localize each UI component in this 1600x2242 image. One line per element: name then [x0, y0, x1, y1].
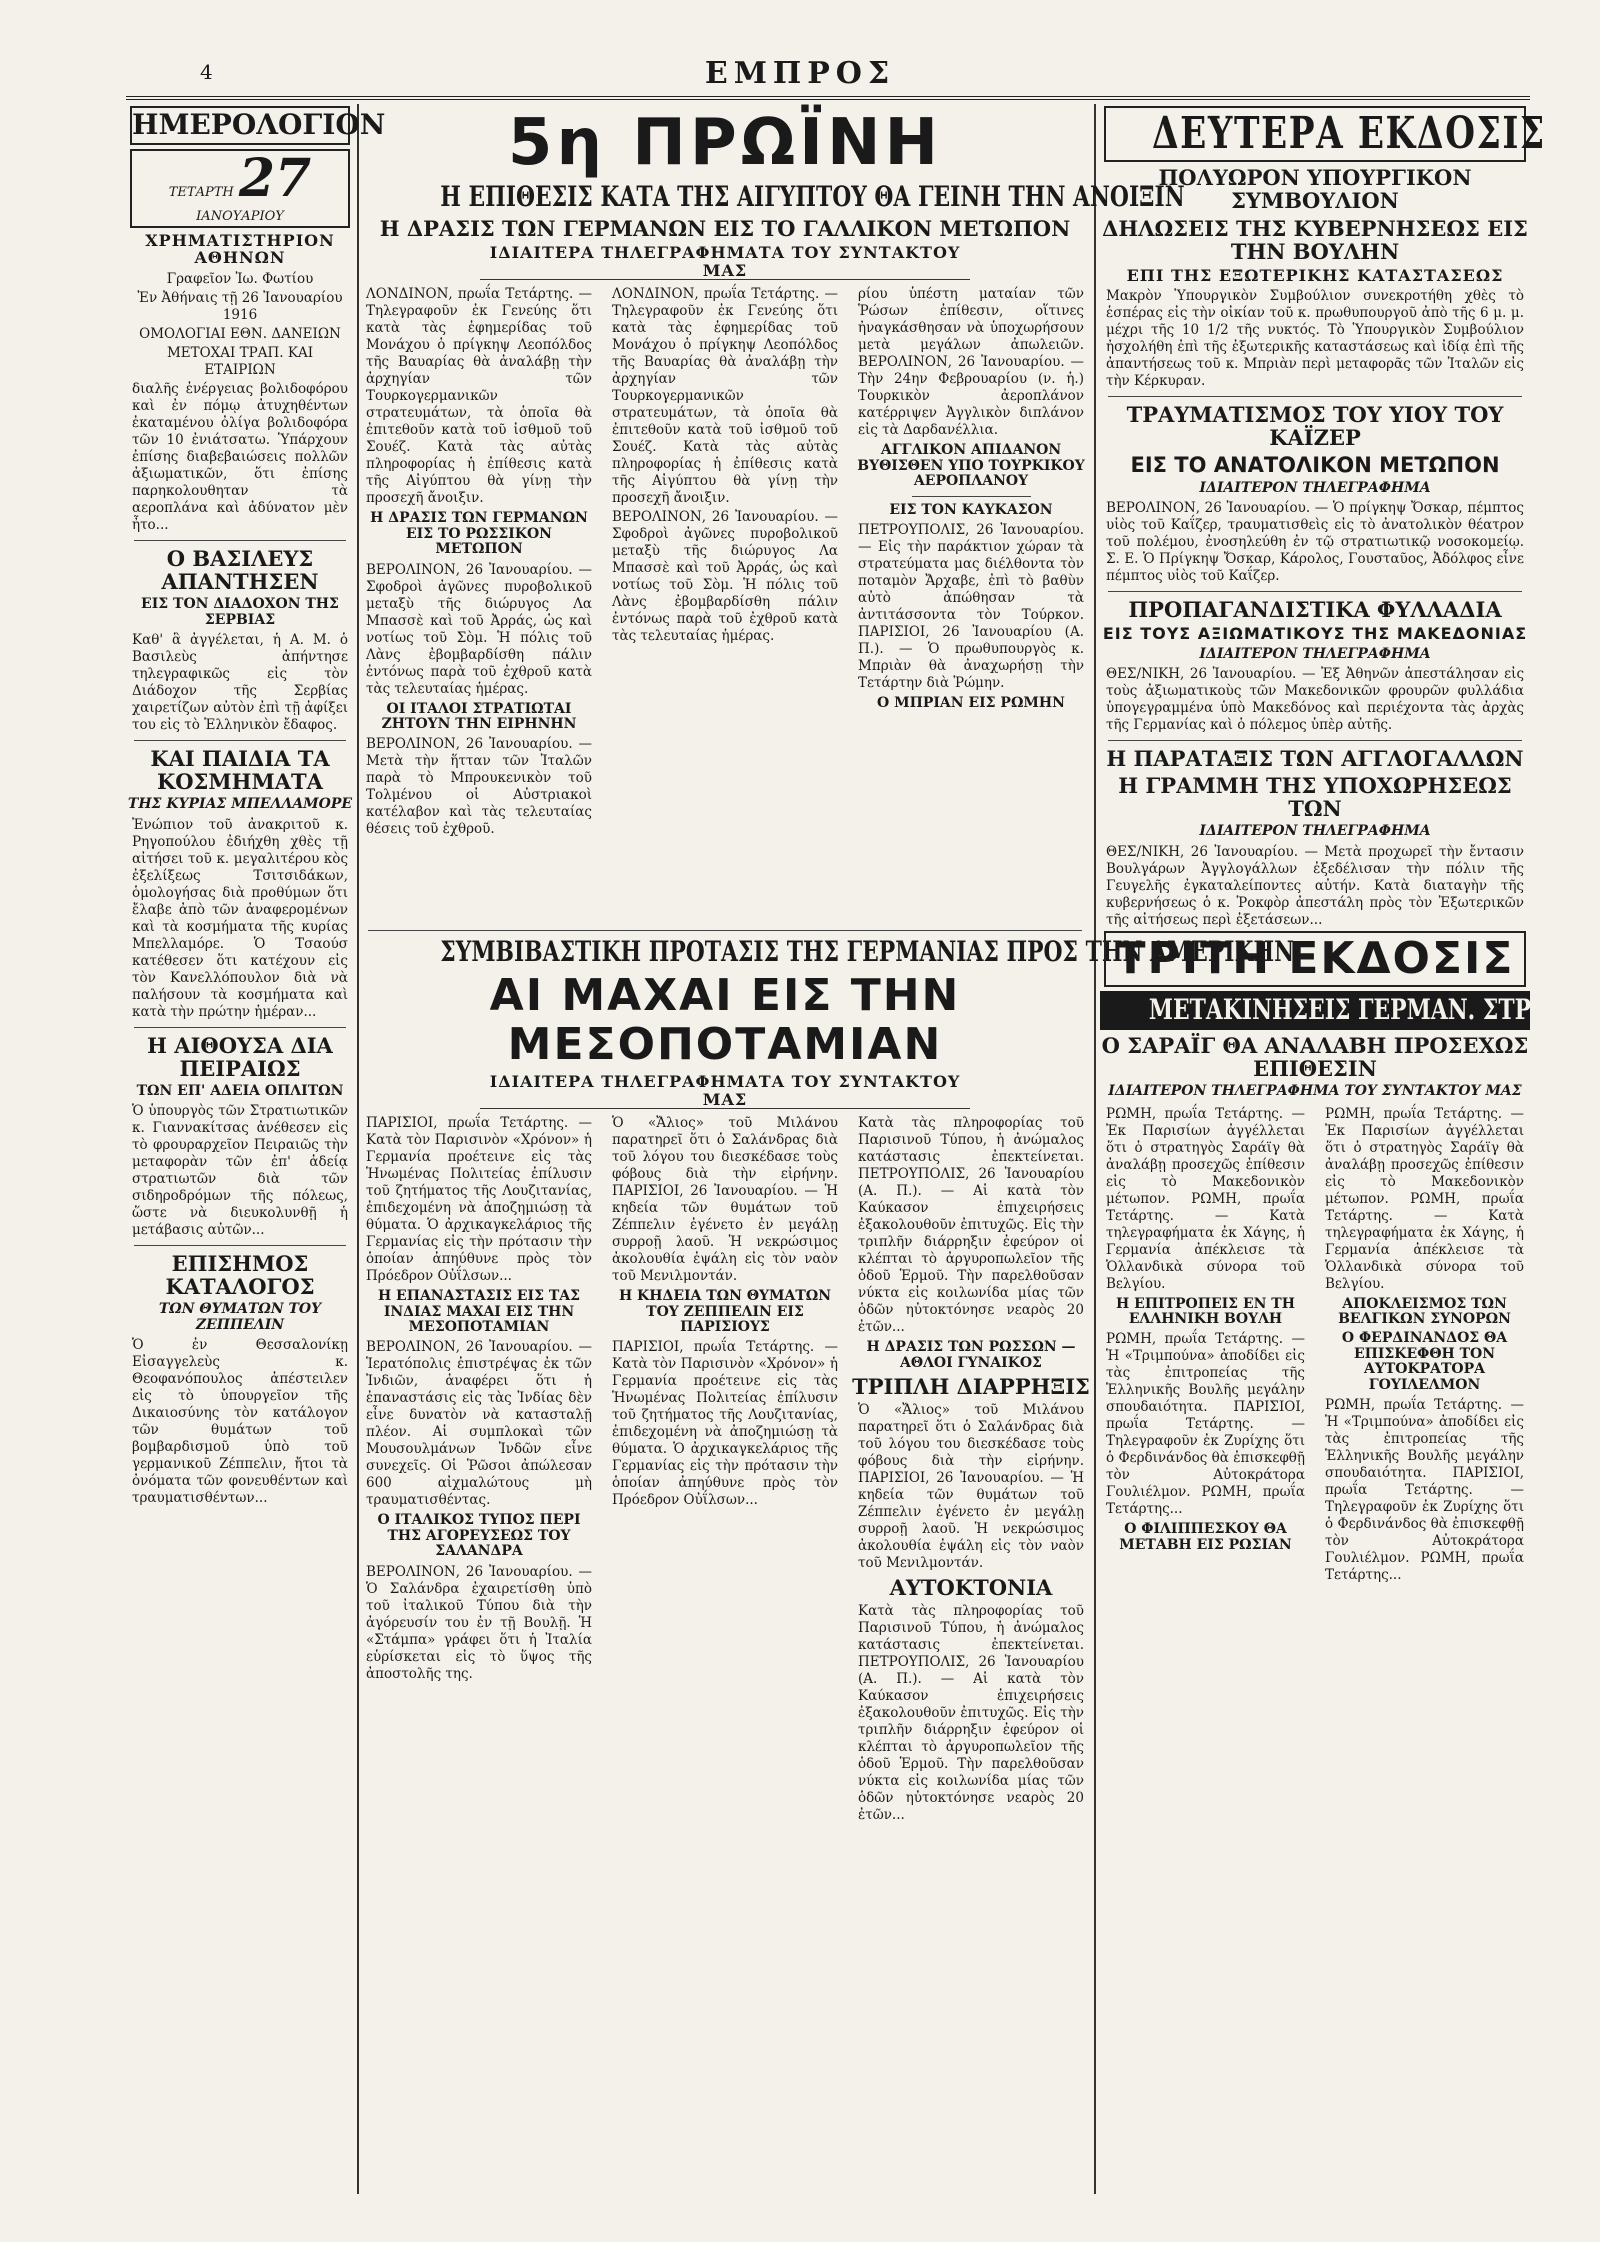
article-body: ΠΕΤΡΟΥΠΟΛΙΣ, 26 Ἰανουαρίου. — Εἰς τὴν παράκτιον χώραν τὰ στρατεύματα μας διέλθοντα τὸν ποταμὸν Ἄρχαβε, ἐπὶ τὸ βαθὺν αὐτὸ ἀπώθησαν τὰ ἀντιτάσσοντα τὸν Τούρκον. ΠΑΡΙΣΙΟΙ, 26 Ἰανουαρίου (Α. Π.). — Ὁ πρωθυπουργὸς κ. Μπριὰν θὰ ἀναχωρήσῃ τὴν Τετάρτην διὰ Ῥώμην.	[858, 522, 1084, 692]
article-body: Καθ' ἃ ἀγγέλεται, ἡ Α. Μ. ὁ Βασιλεὺς ἀπήντησε τηλεγραφικῶς εἰς τὸν Διάδοχον τῆς Σερβίας χαιρετίζων αὐτὸν ἐπὶ τῇ ἀφίξει του εἰς τὸ Ἑλληνικὸν ἔδαφος.	[132, 631, 348, 733]
subhead-press: Ο ΙΤΑΛΙΚΟΣ ΤΥΠΟΣ ΠΕΡΙ ΤΗΣ ΑΓΟΡΕΥΣΕΩΣ ΤΟΥ ΣΑΛΑΝΔΡΑ	[377, 1512, 581, 1560]
text-column	[1100, 1104, 1311, 1586]
article-body: Ὁ ἐν Θεσσαλονίκῃ Εἰσαγγελεὺς κ. Θεοφανόπουλος ἀπέστειλεν εἰς τὸ ὑπουργεῖον τῆς Δικαιοσύνης τὸν κατάλογον τῶν θυμάτων τοῦ βομβαρδισμοῦ ὑπὸ τοῦ γερμανικοῦ Ζέππελιν, ἤτοι τὰ ὀνόματα τῶν φονευθέντων καὶ τραυματισθέντων...	[132, 1337, 348, 1507]
article-body: Ὁ «Ἄλιος» τοῦ Μιλάνου παρατηρεῖ ὅτι ὁ Σαλάνδρας διὰ τοῦ λόγου του διεσκέδασε τοὺς φόβους διὰ τὴν εἰρήνην. ΠΑΡΙΣΙΟΙ, 26 Ἰανουαρίου. — Ἡ κηδεία τῶν θυμάτων τοῦ Ζέππελιν ἐγένετο ἐν μεγάλῃ συρροῇ λαοῦ. Ἡ νεκρώσιμος ἀκολουθία ἐψάλη εἰς τὸν ναὸν τοῦ Μενιλμοντάν.	[612, 1115, 838, 1285]
subhead-arrest: Η ΔΡΑΣΙΣ ΤΩΝ ΡΩΣΣΩΝ — ΑΘΛΟΙ ΓΥΝΑΙΚΟΣ	[866, 1339, 1076, 1371]
main-subhead: Η ΔΡΑΣΙΣ ΤΩΝ ΓΕΡΜΑΝΩΝ ΕΙΣ ΤΟ ΓΑΛΛΙΚΟΝ ΜΕΤΩΠΟΝ	[379, 216, 1071, 242]
article-body: ΒΕΡΟΛΙΝΟΝ, 26 Ἰανουαρίου. — Σφοδροὶ ἀγῶνες πυροβολικοῦ μεταξὺ τῆς διώρυγος Λα Μπασσὲ καὶ τοῦ Ἀρράς, ὡς καὶ νοτίως τοῦ Σὸμ. Ἡ πόλις τοῦ Λὰνς ἐβομβαρδίσθη πάλιν ἐντόνως παρὰ τοῦ ἐχθροῦ κατὰ τὰς τελευταίας ἡμέρας.	[612, 509, 838, 645]
day-number: 27	[238, 147, 312, 209]
column-rule-1	[357, 104, 359, 2194]
second-subhead: ΑΙ ΜΑΧΑΙ ΕΙΣ ΤΗΝ ΜΕΣΟΠΟΤΑΜΙΑΝ	[489, 970, 961, 1070]
bulletin-line: Γραφεῖον Ἰω. Φωτίου	[166, 270, 314, 287]
subhead-piraeus: ΤΩΝ ΕΠ' ΑΔΕΙΑ ΟΠΛΙΤΩΝ	[136, 1082, 344, 1099]
left-column	[126, 104, 386, 2194]
divider	[912, 496, 1031, 497]
divider	[1108, 740, 1522, 741]
masthead-rule	[126, 96, 1530, 100]
private-telegram-label: ΙΔΙΑΙΤΕΡΟΝ ΤΗΛΕΓΡΑΦΗΜΑ	[1199, 479, 1431, 496]
article-body: Κατὰ τὰς πληροφορίας τοῦ Παρισινοῦ Τύπου, ἡ ἀνώμαλος κατάστασις ἐπεκτείνεται. ΠΕΤΡΟΥΠΟΛΙΣ, 26 Ἰανουαρίου (Α. Π.). — Αἱ κατὰ τὸν Καύκασον ἐπιχειρήσεις ἐξακολουθοῦν ἐπιτυχῶς. Εἰς τὴν τριπλῆν διάρρηξιν ἐφεύρον οἱ κλέπται τὸ ἀργυροπωλεῖον τῆς ὁδοῦ Ἑρμοῦ. Τὴν παρελθοῦσαν νύκτα εἰς κοιλωνίδα μίας τῶν ὁδῶν ηὐτοκτόνησε νεαρὸς 20 ἐτῶν...	[858, 1603, 1084, 1824]
subhead-leaflets: ΕΙΣ ΤΟΥΣ ΑΞΙΩΜΑΤΙΚΟΥΣ ΤΗΣ ΜΑΚΕΔΟΝΙΑΣ	[1102, 624, 1528, 644]
divider	[368, 930, 1082, 931]
calendar-title: ΗΜΕΡΟΛΟΓΙΟΝ	[130, 106, 350, 145]
month-name: ΙΑΝΟΥΑΡΙΟΥ	[196, 208, 284, 224]
article-body: ΒΕΡΟΛΙΝΟΝ, 26 Ἰανουαρίου. — Ἱερατόπολις ἐπιστρέψας ἐκ τῶν Ἰνδιῶν, ἀναφέρει ὅτι ἡ ἐπαναστάσις εἰς τὰς Ἰνδίας δὲν εἶνε δυνατὸν νὰ κατασταλῇ πλέον. Αἱ συμπλοκαὶ τῶν Μουσουλμάνων Ἰνδῶν εἶνε συνεχεῖς. Οἱ Ῥῶσοι ἀπώλεσαν 600 αἰχμαλώτους μὴ τραυματισθέντας.	[366, 1339, 592, 1509]
telegrams-label-2: ΙΔΙΑΙΤΕΡΑ ΤΗΛΕΓΡΑΦΗΜΑΤΑ ΤΟΥ ΣΥΝΤΑΚΤΟΥ ΜΑΣ	[480, 1073, 970, 1109]
article-body: ρίου ὑπέστη ματαίαν τῶν Ῥώσων ἐπίθεσιν, οἵτινες ἠναγκάσθησαν νὰ ὑποχωρήσουν μετὰ μεγάλων ἀπωλειῶν. ΒΕΡΟΛΙΝΟΝ, 26 Ἰανουαρίου. — Τὴν 24ην Φεβρουαρίου (ν. ἡ.) Τουρκικὸν ἀεροπλάνον κατέρριψεν Ἀγγλικὸν διπλάνον εἰς τὰ Δαρδανέλλια.	[858, 286, 1084, 439]
bulletin-line: ΜΕΤΟΧΑΙ ΤΡΑΠ. ΚΑΙ ΕΤΑΙΡΙΩΝ	[166, 344, 314, 378]
text-column	[606, 284, 844, 924]
article-body: ΒΕΡΟΛΙΝΟΝ, 26 Ἰανουαρίου. — Σφοδροὶ ἀγῶνες πυροβολικοῦ μεταξὺ τῆς διώρυγος Λα Μπασσὲ καὶ τοῦ Ἀρράς, ὡς καὶ νοτίως τοῦ Σὸμ. Ἡ πόλις τοῦ Λὰνς ἐβομβαρδίσθη πάλιν ἐντόνως παρὰ τοῦ ἐχθροῦ κατὰ τὰς τελευταίας ἡμέρας.	[366, 561, 592, 697]
subhead-committees: Η ΕΠΙΤΡΟΠΕΙΣ ΕΝ ΤΗ ΕΛΛΗΝΙΚΗ ΒΟΥΛΗ	[1116, 1295, 1295, 1327]
second-headline	[360, 935, 1295, 969]
divider	[134, 740, 346, 741]
divider	[1108, 396, 1522, 397]
subhead-belgian: ΑΠΟΚΛΕΙΣΜΟΣ ΤΩΝ ΒΕΛΓΙΚΩΝ ΣΥΝΟΡΩΝ	[1338, 1295, 1511, 1327]
text-column	[1319, 1104, 1530, 1586]
main-headline	[360, 180, 1185, 214]
second-edition-text: ΔΕΥΤΕΡΑ ΕΚΔΟΣΙΣ	[1151, 108, 1546, 159]
article-body: διαλῆς ἐνέργειας βολιδοφόρου καὶ ἐν πόμῳ ἀτυχηθέντων ἐκαταμένου ὀλίγα βολιδοφόρα τῶν 10 ἐνιάτσατω. Ὑπάρχουν ἐπίσης διαβεβαιώσεις πολλῶν ἀξιωματικῶν, ὅτι ἐπίσης παρηκολουθηταν τὰ αεροπλάνα καὶ ἀδύνατον μὲν ἦτο...	[132, 380, 348, 533]
article-body: ΛΟΝΔΙΝΟΝ, πρωΐα Τετάρτης. — Τηλεγραφοῦν ἐκ Γενεύης ὅτι κατὰ τὰς ἐφημερίδας τοῦ Μονάχου ὁ πρίγκηψ Λεοπόλδος τῆς Βαυαρίας θὰ ἀναλάβῃ τὴν ἀρχηγίαν τῶν Τουρκογερμανικῶν στρατευμάτων, τὰ ὁποῖα θὰ ἐπιτεθοῦν κατὰ τοῦ ἰσθμοῦ τοῦ Σουέζ. Κατὰ τὰς αὐτὰς πληροφορίας ἡ ἐπίθεσις κατὰ τῆς Αἰγύπτου θὰ γίνῃ τὴν προσεχῆ ἄνοιξιν.	[612, 286, 838, 507]
headline-children: ΚΑΙ ΠΑΙΔΙΑ ΤΑ ΚΟΣΜΗΜΑΤΑ	[150, 745, 330, 795]
day-name: ΤΕΤΑΡΤΗ	[168, 184, 234, 200]
article-body: ΛΟΝΔΙΝΟΝ, πρωΐα Τετάρτης. — Τηλεγραφοῦν ἐκ Γενεύης ὅτι κατὰ τὰς ἐφημερίδας τοῦ Μονάχου ὁ πρίγκηψ Λεοπόλδος τῆς Βαυαρίας θὰ ἀναλάβῃ τὴν ἀρχηγίαν τῶν Τουρκογερμανικῶν στρατευμάτων, τὰ ὁποῖα θὰ ἐπιτεθοῦν κατὰ τοῦ ἰσθμοῦ τοῦ Σουέζ. Κατὰ τὰς αὐτὰς πληροφορίας ἡ ἐπίθεσις κατὰ τῆς Αἰγύπτου θὰ γίνῃ τὴν προσεχῆ ἄνοιξιν.	[366, 286, 592, 507]
subhead-ferdinand: Ο ΦΕΡΔΙΝΑΝΔΟΣ ΘΑ ΕΠΙΣΚΕΦΘΗ ΤΟΝ ΑΥΤΟΚΡΑΤΟΡΑ ΓΟΥΙΛΕΛΜΟΝ	[1341, 1330, 1508, 1393]
page-number: 4	[200, 60, 213, 84]
subhead-caucasus: ΕΙΣ ΤΟΝ ΚΑΥΚΑΣΟΝ	[889, 501, 1053, 518]
article-body: ΒΕΡΟΛΙΝΟΝ, 26 Ἰανουαρίου. — Μετὰ τὴν ἥτταν τῶν Ἰταλῶν παρὰ τὸ Μπρουκενικὸν τοῦ Τολμένου οἱ Αὐστριακοὶ κατέλαβον καὶ τὰς τελευταίας θέσεις τοῦ ἐχθροῦ.	[366, 736, 592, 838]
article-body: ΒΕΡΟΛΙΝΟΝ, 26 Ἰανουαρίου. — Ὁ Σαλάνδρα ἐχαιρετίσθη ὑπὸ τοῦ ἰταλικοῦ Τύπου διὰ τὴν ἀγόρευσίν του ἐν τῇ Βουλῇ. Ἡ «Στάμπα» γράφει ὅτι ἡ Ἰταλία εὑρίσκεται εἰς τὸ ὕψος τῆς ἀποστολῆς της.	[366, 1563, 592, 1682]
headline-moves-text: ΜΕΤΑΚΙΝΗΣΕΙΣ ΓΕΡΜΑΝ. ΣΤΡΑΤΟΥ	[1148, 993, 1599, 1027]
text-column	[852, 1113, 1090, 1873]
bulletin-line: ΟΜΟΛΟΓΙΑΙ ΕΘΝ. ΔΑΝΕΙΩΝ	[139, 325, 341, 342]
headline-declarations: ΔΗΛΩΣΕΙΣ ΤΗΣ ΚΥΒΕΡΝΗΣΕΩΣ ΕΙΣ ΤΗΝ ΒΟΥΛΗΝ	[1102, 215, 1528, 264]
divider	[134, 1245, 346, 1246]
edition-title: 5η ΠΡΩΪΝΗ	[507, 106, 943, 180]
article-body: Ὁ ὑπουργὸς τῶν Στρατιωτικῶν κ. Γιαννακίτσας ἀνέθεσεν εἰς τὸ φρουραρχεῖον Πειραιῶς τὴν μεταφορὰν τῶν ἐπ' ἀδείᾳ στρατιωτῶν διὰ τῶν σιδηροδρόμων τῆς πόλεως, ὥστε νὰ διευκολυνθῇ ἡ μετάβασις αὐτῶν...	[132, 1103, 348, 1239]
article-body: ΡΩΜΗ, πρωΐα Τετάρτης. — Ἡ «Τριμπούνα» ἀποδίδει εἰς τὰς ἐπιτροπείας τῆς Ἑλληνικῆς Βουλῆς μεγάλην σπουδαιότητα. ΠΑΡΙΣΙΟΙ, πρωΐα Τετάρτης. — Τηλεγραφοῦν ἐκ Ζυρίχης ὅτι ὁ Φερδινάνδος θὰ ἐπισκεφθῇ τὸν Αὐτοκράτορα Γουλιέλμον. ΡΩΜΗ, πρωΐα Τετάρτης...	[1325, 1396, 1524, 1583]
top-article-columns	[360, 284, 1090, 924]
headline-cabinet: ΠΟΛΥΩΡΟΝ ΥΠΟΥΡΓΙΚΟΝ ΣΥΜΒΟΥΛΙΟΝ	[1158, 165, 1472, 214]
subhead-india: Η ΕΠΑΝΑΣΤΑΣΙΣ ΕΙΣ ΤΑΣ ΙΝΔΙΑΣ ΜΑΧΑΙ ΕΙΣ ΤΗΝ ΜΕΣΟΠΟΤΑΜΙΑΝ	[377, 1288, 581, 1336]
headline-lines: Η ΠΑΡΑΤΑΞΙΣ ΤΩΝ ΑΓΓΛΟΓΑΛΛΩΝ	[1106, 746, 1524, 772]
headline-piraeus: Η ΑΙΘΟΥΣΑ ΔΙΑ ΠΕΙΡΑΙΩΣ	[147, 1032, 333, 1081]
article-body: ΡΩΜΗ, πρωΐα Τετάρτης. — Ἐκ Παρισίων ἀγγέλλεται ὅτι ὁ στρατηγὸς Σαράϊγ θὰ ἀναλάβῃ προσεχῶς ἐπίθεσιν εἰς τὸ Μακεδονικὸν μέτωπον. ΡΩΜΗ, πρωΐα Τετάρτης. — Κατὰ τηλεγραφήματα ἐκ Χάγης, ἡ Γερμανία ἀπέκλεισε τὰ Ὁλλανδικὰ σύνορα τοῦ Βελγίου.	[1325, 1105, 1524, 1292]
headline-moves	[1100, 991, 1599, 1030]
subhead-aircraft: ΑΓΓΛΙΚΟΝ ΑΠΙΔΑΝΟΝ ΒΥΘΙΣΘΕΝ ΥΠΟ ΤΟΥΡΚΙΚΟΥ ΑΕΡΟΠΛΑΝΟΥ	[857, 442, 1085, 490]
article-body: ΠΑΡΙΣΙΟΙ, πρωΐα Τετάρτης. — Κατὰ τὸν Παρισινὸν «Χρόνον» ἡ Γερμανία προέτεινε εἰς τὰς Ἡνωμένας Πολιτείας ἐπίλυσιν τοῦ ζητήματος τῆς Λουζιτανίας, ἐπιδεχομένη νὰ ἀποζημιώσῃ τὰ θύματα. Ὁ ἀρχικαγκελάριος τῆς Γερμανίας εἰς τὴν πρότασιν τὴν ὁποίαν ἀπηύθυνε πρὸς τὸν Πρόεδρον Οὐΐλσων...	[612, 1339, 838, 1509]
main-headline-text: Η ΕΠΙΘΕΣΙΣ ΚΑΤΑ ΤΗΣ ΑΙΓΥΠΤΟΥ ΘΑ ΓΕΙΝΗ ΤΗΝ ΑΝΟΙΞΙΝ	[440, 180, 1185, 214]
article-body: Ὁ «Ἄλιος» τοῦ Μιλάνου παρατηρεῖ ὅτι ὁ Σαλάνδρας διὰ τοῦ λόγου του διεσκέδασε τοὺς φόβους διὰ τὴν εἰρήνην. ΠΑΡΙΣΙΟΙ, 26 Ἰανουαρίου. — Ἡ κηδεία τῶν θυμάτων τοῦ Ζέππελιν ἐγένετο ἐν μεγάλῃ συρροῇ λαοῦ. Ἡ νεκρώσιμος ἀκολουθία ἐψάλη εἰς τὸν ναὸν τοῦ Μενιλμοντάν.	[858, 1402, 1084, 1572]
article-body: ΠΑΡΙΣΙΟΙ, πρωΐα Τετάρτης. — Κατὰ τὸν Παρισινὸν «Χρόνον» ἡ Γερμανία προέτεινε εἰς τὰς Ἡνωμένας Πολιτείας ἐπίλυσιν τοῦ ζητήματος τῆς Λουζιτανίας, ἐπιδεχομένη νὰ ἀποζημιώσῃ τὰ θύματα. Ὁ ἀρχικαγκελάριος τῆς Γερμανίας εἰς τὴν πρότασιν τὴν ὁποίαν ἀπηύθυνε πρὸς τὸν Πρόεδρον Οὐΐλσων...	[366, 1115, 592, 1285]
headline-leaflets: ΠΡΟΠΑΓΑΝΔΙΣΤΙΚΑ ΦΥΛΛΑΔΙΑ	[1128, 597, 1502, 623]
article-body: ΒΕΡΟΛΙΝΟΝ, 26 Ἰανουαρίου. — Ὁ πρίγκηψ Ὄσκαρ, πέμπτος υἱὸς τοῦ Καΐζερ, τραυματισθεὶς εἰς τὸ ἀνατολικὸν θέατρον τοῦ πολέμου, ἐνοσηλεύθη ἐν τῷ στρατιωτικῷ νοσοκομείῳ. Σ. Ε. Ὁ Πρίγκηψ Ὄσκαρ, Κάρολος, Γουσταῦος, Ἀδόλφος εἶνε πέμπτος υἱὸς τοῦ Καΐζερ.	[1106, 500, 1524, 585]
right-bottom-columns	[1100, 1104, 1530, 1586]
text-column	[606, 1113, 844, 1873]
calendar-date-box	[130, 149, 350, 228]
subhead-funeral: Η ΚΗΔΕΙΑ ΤΩΝ ΘΥΜΑΤΩΝ ΤΟΥ ΖΕΠΠΕΛΙΝ ΕΙΣ ΠΑΡΙΣΙΟΥΣ	[618, 1288, 832, 1336]
subhead-external: ΕΠΙ ΤΗΣ ΕΞΩΤΕΡΙΚΗΣ ΚΑΤΑΣΤΑΣΕΩΣ	[1126, 265, 1504, 285]
telegrams-label: ΙΔΙΑΙΤΕΡΑ ΤΗΛΕΓΡΑΦΗΜΑΤΑ ΤΟΥ ΣΥΝΤΑΚΤΟΥ ΜΑΣ	[480, 244, 970, 280]
second-headline-text: ΣΥΜΒΙΒΑΣΤΙΚΗ ΠΡΟΤΑΣΙΣ ΤΗΣ ΓΕΡΜΑΝΙΑΣ ΠΡΟΣ ΤΗΝ ΑΜΕΡΙΚΗΝ	[440, 935, 1295, 969]
bulletin-line: Ἐν Ἀθήναις τῇ 26 Ἰανουαρίου 1916	[137, 289, 343, 323]
subhead-philipesco: Ο ΦΙΛΙΠΠΕΣΚΟΥ ΘΑ ΜΕΤΑΒΗ ΕΙΣ ΡΩΣΙΑΝ	[1119, 1521, 1292, 1553]
subhead-suicide: ΑΥΤΟΚΤΟΝΙΑ	[889, 1575, 1053, 1601]
article-body: ΡΩΜΗ, πρωΐα Τετάρτης. — Ἡ «Τριμπούνα» ἀποδίδει εἰς τὰς ἐπιτροπείας τῆς Ἑλληνικῆς Βουλῆς μεγάλην σπουδαιότητα. ΠΑΡΙΣΙΟΙ, πρωΐα Τετάρτης. — Τηλεγραφοῦν ἐκ Ζυρίχης ὅτι ὁ Φερδινάνδος θὰ ἐπισκεφθῇ τὸν Αὐτοκράτορα Γουλιέλμον. ΡΩΜΗ, πρωΐα Τετάρτης...	[1106, 1331, 1305, 1518]
bulletin-title: ΧΡΗΜΑΤΙΣΤΗΡΙΟΝ ΑΘΗΝΩΝ	[145, 230, 335, 268]
subhead-wound: ΕΙΣ ΤΟ ΑΝΑΤΟΛΙΚΟΝ ΜΕΤΩΠΟΝ	[1130, 452, 1500, 477]
subhead-russian: Η ΔΡΑΣΙΣ ΤΩΝ ΓΕΡΜΑΝΩΝ ΕΙΣ ΤΟ ΡΩΣΣΙΚΟΝ ΜΕΤΩΠΟΝ	[370, 510, 588, 558]
text-column	[360, 1113, 598, 1873]
divider	[1108, 591, 1522, 592]
private-telegram-label: ΙΔΙΑΙΤΕΡΟΝ ΤΗΛΕΓΡΑΦΗΜΑ ΤΟΥ ΣΥΝΤΑΚΤΟΥ ΜΑΣ	[1108, 1083, 1522, 1100]
article-body: Ἐνώπιον τοῦ ἀνακριτοῦ κ. Ρηγοπούλου ἐδιήχθη χθὲς τῇ αἰτήσει τοῦ κ. μεγαλιτέρου κὸς ἐξελίξεως Τσιτσιδάκων, ὁμολογήσας διὰ προθύμων ὅτι ἔλαβε ἀπὸ τῶν ἀναφερομένων καὶ τὰ κοσμήματα τῆς κυρίας Μπελλαμόρε. Ὁ Τσαούσ κατέθεσεν ὅτι κατέχουν εἰς τὸν Κανελλόπουλον διὰ νὰ παλήσουν τὰ κοσμήματα καὶ κατὰ τὴν πρώτην ἡμέραν...	[132, 816, 348, 1020]
divider	[134, 1027, 346, 1028]
subhead-victims: ΤΩΝ ΘΥΜΑΤΩΝ ΤΟΥ ΖΕΠΠΕΛΙΝ	[158, 1301, 322, 1333]
text-column	[360, 284, 598, 924]
article-body: Κατὰ τὰς πληροφορίας τοῦ Παρισινοῦ Τύπου, ἡ ἀνώμαλος κατάστασις ἐπεκτείνεται. ΠΕΤΡΟΥΠΟΛΙΣ, 26 Ἰανουαρίου (Α. Π.). — Αἱ κατὰ τὸν Καύκασον ἐπιχειρήσεις ἐξακολουθοῦν ἐπιτυχῶς. Εἰς τὴν τριπλῆν διάρρηξιν ἐφεύρον οἱ κλέπται τὸ ἀργυροπωλεῖον τῆς ὁδοῦ Ἑρμοῦ. Τὴν παρελθοῦσαν νύκτα εἰς κοιλωνίδα μίας τῶν ὁδῶν ηὐτοκτόνησε νεαρὸς 20 ἐτῶν...	[858, 1115, 1084, 1336]
column-rule-2	[1094, 104, 1096, 2194]
subhead-king: ΕΙΣ ΤΟΝ ΔΙΑΔΟΧΟΝ ΤΗΣ ΣΕΡΒΙΑΣ	[141, 596, 339, 628]
divider	[134, 540, 346, 541]
subhead-triple: ΤΡΙΠΛΗ ΔΙΑΡΡΗΞΙΣ	[852, 1374, 1090, 1400]
bottom-article-columns	[360, 1113, 1090, 1873]
subhead-children: ΤΗΣ ΚΥΡΙΑΣ ΜΠΕΛΛΑΜΟΡΕ	[127, 796, 353, 813]
third-edition-banner: ΤΡΙΤΗ ΕΚΔΟΣΙΣ	[1104, 931, 1526, 987]
text-column	[852, 284, 1090, 924]
article-body: ΡΩΜΗ, πρωΐα Τετάρτης. — Ἐκ Παρισίων ἀγγέλλεται ὅτι ὁ στρατηγὸς Σαράϊγ θὰ ἀναλάβῃ προσεχῶς ἐπίθεσιν εἰς τὸ Μακεδονικὸν μέτωπον. ΡΩΜΗ, πρωΐα Τετάρτης. — Κατὰ τηλεγραφήματα ἐκ Χάγης, ἡ Γερμανία ἀπέκλεισε τὰ Ὁλλανδικὰ σύνορα τοῦ Βελγίου.	[1106, 1105, 1305, 1292]
article-body: ΘΕΣ/ΝΙΚΗ, 26 Ἰανουαρίου. — Μετὰ προχωρεῖ τὴν ἔντασιν Βουλγάρων Ἀγγλογάλλων ἐξεδέλισαν τὴν πόλιν τῆς Γευγελῆς ἐγκαταλείποντες αὐτήν. Κατὰ διαταγὴν τῆς κυβερνήσεως ὁ κ. Ῥοκφὸρ ἀπεστάλη πρὸς τὸν Ἐξωτερικῶν τῆς αἰτήσεως περὶ ἐξετάσεων...	[1106, 843, 1524, 928]
subhead-lines: Η ΓΡΑΜΜΗ ΤΗΣ ΥΠΟΧΩΡΗΣΕΩΣ ΤΩΝ	[1118, 773, 1512, 822]
subhead-moves: Ο ΣΑΡΑΪΓ ΘΑ ΑΝΑΛΑΒΗ ΠΡΟΣΕΧΩΣ ΕΠΙΘΕΣΙΝ	[1101, 1032, 1529, 1082]
headline-wound: ΤΡΑΥΜΑΤΙΣΜΟΣ ΤΟΥ ΥΙΟΥ ΤΟΥ ΚΑΪΖΕΡ	[1126, 402, 1504, 451]
second-edition-banner	[1104, 106, 1546, 162]
private-telegram-label: ΙΔΙΑΙΤΕΡΟΝ ΤΗΛΕΓΡΑΦΗΜΑ	[1199, 645, 1431, 662]
headline-victims: ΕΠΙΣΗΜΟΣ ΚΑΤΑΛΟΓΟΣ	[165, 1251, 315, 1300]
right-column	[1100, 104, 1599, 2194]
headline-king: Ο ΒΑΣΙΛΕΥΣ ΑΠΑΝΤΗΣΕΝ	[161, 545, 319, 595]
article-body: Μακρὸν Ὑπουργικὸν Συμβούλιον συνεκροτήθη χθὲς τὸ ἑσπέρας εἰς τὴν οἰκίαν τοῦ κ. πρωθυπουργοῦ ἀπὸ τῆς 6 μ. μ. μέχρι τῆς 10 1/2 τῆς νυκτός. Τὸ Ὑπουργικὸν Συμβούλιον ἠσχολήθη ἐπὶ τῆς ἐξωτερικῆς καταστάσεως καὶ ἰδίᾳ ἐπὶ τῆς ἀπαντήσεως τοῦ κ. Μπριὰν περὶ μεταφορᾶς τῶν Ἰταλῶν εἰς τὴν Κέρκυραν.	[1106, 288, 1524, 390]
article-body: ΘΕΣ/ΝΙΚΗ, 26 Ἰανουαρίου. — Ἐξ Ἀθηνῶν ἀπεστάλησαν εἰς τοὺς ἀξιωματικοὺς τῶν Μακεδονικῶν φρουρῶν φυλλάδια ὑπογεγραμμένα ὑπὸ Μακεδόνος καὶ περιέχοντα τὰς ἀρχὰς τῆς Γερμανίας καὶ ὁ πόλεμος ὑπὲρ αὐτῆς.	[1106, 666, 1524, 734]
paper-title: ΕΜΠΡΟΣ	[704, 56, 896, 91]
subhead-rome: Ο ΜΠΡΙΑΝ ΕΙΣ ΡΩΜΗΝ	[877, 695, 1065, 712]
private-telegram-label: ΙΔΙΑΙΤΕΡΟΝ ΤΗΛΕΓΡΑΦΗΜΑ	[1199, 823, 1431, 840]
subhead-italians: ΟΙ ΙΤΑΛΟΙ ΣΤΡΑΤΙΩΤΑΙ ΖΗΤΟΥΝ ΤΗΝ ΕΙΡΗΝΗΝ	[381, 700, 577, 733]
